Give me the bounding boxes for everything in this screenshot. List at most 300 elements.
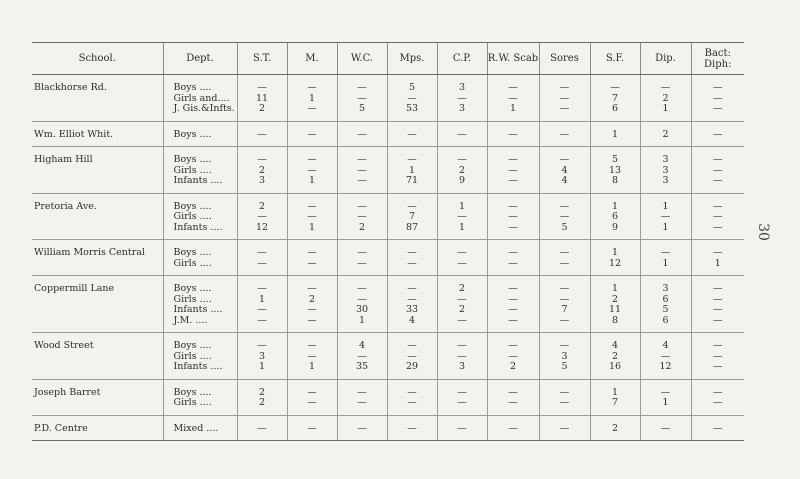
count-cell: 1 [590, 379, 640, 398]
header-dept: Dept. [163, 43, 237, 75]
school-name: Higham Hill [34, 154, 93, 165]
count-cell: — [387, 398, 437, 415]
count-cell: 11 [237, 94, 287, 105]
count-cell: — [237, 212, 287, 223]
dept-cell: Infants .... [163, 305, 237, 316]
count-cell: — [539, 398, 590, 415]
count-cell: 1 [640, 193, 691, 212]
table-row [32, 379, 744, 398]
count-cell: 6 [590, 212, 640, 223]
count-cell: — [287, 259, 337, 276]
count-cell: — [337, 121, 387, 147]
dept-cell: Boys .... [163, 276, 237, 295]
count-cell: — [691, 362, 744, 379]
count-cell: — [539, 240, 590, 259]
count-cell: 3 [437, 362, 487, 379]
school-name: Pretoria Ave. [34, 200, 97, 212]
table-row [32, 240, 744, 259]
dept-cell: Girls .... [163, 398, 237, 415]
count-cell: 1 [287, 176, 337, 193]
count-cell: — [539, 104, 590, 121]
count-cell: — [387, 379, 437, 398]
table-body [32, 75, 744, 441]
table-row [32, 362, 744, 379]
count-cell: — [237, 259, 287, 276]
count-cell: 4 [590, 333, 640, 352]
count-cell: 6 [640, 316, 691, 333]
count-cell: 1 [590, 193, 640, 212]
count-cell: 3 [237, 176, 287, 193]
count-cell: 8 [590, 176, 640, 193]
count-cell: — [640, 212, 691, 223]
count-cell: — [539, 259, 590, 276]
count-cell: 3 [539, 352, 590, 363]
header-sf: S.F. [590, 43, 640, 75]
count-cell: 2 [437, 166, 487, 177]
count-cell: — [287, 147, 337, 166]
count-cell: — [539, 75, 590, 94]
table-row [32, 94, 744, 105]
count-cell: — [487, 259, 539, 276]
school-name-empty [32, 295, 163, 306]
count-cell: — [387, 276, 437, 295]
count-cell: 53 [387, 104, 437, 121]
count-cell: — [691, 240, 744, 259]
count-cell: 4 [640, 333, 691, 352]
count-cell: 4 [337, 333, 387, 352]
school-name-empty [32, 352, 163, 363]
count-cell: 16 [590, 362, 640, 379]
count-cell: — [437, 398, 487, 415]
school-name: Coppermill Lane [34, 283, 115, 294]
count-cell: — [691, 333, 744, 352]
count-cell: 3 [640, 176, 691, 193]
count-cell: — [437, 352, 487, 363]
count-cell: — [539, 212, 590, 223]
header-st: S.T. [237, 43, 287, 75]
school-name: Wood Street [34, 340, 94, 351]
header-row [32, 43, 744, 75]
count-cell: — [287, 305, 337, 316]
count-cell: — [387, 259, 437, 276]
dept-cell: Infants .... [163, 176, 237, 193]
count-cell: — [640, 415, 691, 441]
table-row [32, 212, 744, 223]
count-cell: — [539, 415, 590, 441]
table-row [32, 223, 744, 240]
count-cell: — [691, 75, 744, 94]
dept-cell: Boys .... [163, 75, 237, 94]
header-dip: Dip. [640, 43, 691, 75]
count-cell: 2 [640, 121, 691, 147]
count-cell: — [287, 276, 337, 295]
dept-cell: Girls .... [163, 166, 237, 177]
count-cell: 2 [237, 104, 287, 121]
count-cell: — [487, 176, 539, 193]
count-cell: — [337, 295, 387, 306]
count-cell: — [487, 316, 539, 333]
count-cell: 5 [539, 362, 590, 379]
count-cell: — [287, 240, 337, 259]
count-cell: 2 [337, 223, 387, 240]
count-cell: — [337, 415, 387, 441]
count-cell: 1 [287, 94, 337, 105]
dept-cell: Girls and.... [163, 94, 237, 105]
count-cell: — [539, 333, 590, 352]
count-cell: — [337, 398, 387, 415]
count-cell: — [487, 166, 539, 177]
count-cell: — [691, 94, 744, 105]
count-cell: — [287, 75, 337, 94]
table-row [32, 398, 744, 415]
count-cell: 6 [590, 104, 640, 121]
count-cell: — [691, 295, 744, 306]
count-cell: — [691, 193, 744, 212]
count-cell: — [287, 333, 337, 352]
count-cell: — [237, 415, 287, 441]
count-cell: 2 [437, 276, 487, 295]
school-name: Joseph Barret [34, 386, 101, 398]
count-cell: 2 [237, 398, 287, 415]
dept-cell: J. Gis.&Infts. [163, 104, 237, 121]
count-cell: — [691, 121, 744, 147]
count-cell: — [487, 94, 539, 105]
count-cell: — [387, 415, 437, 441]
count-cell: — [691, 276, 744, 295]
count-cell: — [691, 147, 744, 166]
count-cell: — [437, 94, 487, 105]
count-cell: 1 [640, 104, 691, 121]
count-cell: — [539, 193, 590, 212]
table-row [32, 316, 744, 333]
count-cell: — [287, 398, 337, 415]
school-name-empty [32, 212, 163, 223]
count-cell: 8 [590, 316, 640, 333]
count-cell: — [640, 379, 691, 398]
count-cell: 1 [590, 240, 640, 259]
table-row [32, 75, 744, 94]
count-cell: 1 [487, 104, 539, 121]
count-cell: — [539, 94, 590, 105]
dept-cell: Girls .... [163, 259, 237, 276]
count-cell: 4 [539, 176, 590, 193]
table-row [32, 276, 744, 295]
count-cell: 9 [437, 176, 487, 193]
count-cell: 2 [287, 295, 337, 306]
dept-cell: Boys .... [163, 333, 237, 352]
count-cell: 3 [437, 75, 487, 94]
table-row [32, 415, 744, 441]
count-cell: 29 [387, 362, 437, 379]
count-cell: — [337, 166, 387, 177]
dept-cell: Infants .... [163, 223, 237, 240]
count-cell: 3 [640, 276, 691, 295]
count-cell: — [539, 121, 590, 147]
count-cell: — [387, 240, 437, 259]
count-cell: 1 [237, 295, 287, 306]
count-cell: — [590, 75, 640, 94]
count-cell: 2 [487, 362, 539, 379]
count-cell: — [337, 240, 387, 259]
count-cell: — [387, 147, 437, 166]
count-cell: 12 [590, 259, 640, 276]
count-cell: — [691, 379, 744, 398]
count-cell: — [437, 121, 487, 147]
count-cell: — [487, 75, 539, 94]
count-cell: 4 [387, 316, 437, 333]
count-cell: — [691, 104, 744, 121]
count-cell: — [487, 379, 539, 398]
school-name-empty [32, 166, 163, 177]
count-cell: — [237, 305, 287, 316]
count-cell: — [387, 94, 437, 105]
school-name-empty [32, 362, 163, 379]
count-cell: — [487, 223, 539, 240]
count-cell: — [237, 333, 287, 352]
table-row [32, 295, 744, 306]
count-cell: 11 [590, 305, 640, 316]
table-row [32, 147, 744, 166]
count-cell: 1 [691, 259, 744, 276]
count-cell: — [437, 147, 487, 166]
header-sores: Sores [539, 43, 590, 75]
dept-cell: Boys .... [163, 121, 237, 147]
school-name-empty [32, 316, 163, 333]
count-cell: — [691, 398, 744, 415]
count-cell: — [640, 240, 691, 259]
dept-cell: J.M. .... [163, 316, 237, 333]
count-cell: 2 [237, 193, 287, 212]
count-cell: 87 [387, 223, 437, 240]
header-mps: Mps. [387, 43, 437, 75]
count-cell: 2 [590, 415, 640, 441]
count-cell: 5 [640, 305, 691, 316]
count-cell: 1 [590, 276, 640, 295]
count-cell: — [487, 305, 539, 316]
count-cell: — [539, 276, 590, 295]
table-row [32, 305, 744, 316]
count-cell: 3 [237, 352, 287, 363]
count-cell: — [237, 240, 287, 259]
table-row [32, 121, 744, 147]
count-cell: — [337, 276, 387, 295]
count-cell: 1 [387, 166, 437, 177]
count-cell: — [237, 147, 287, 166]
count-cell: 1 [640, 259, 691, 276]
school-name-empty [32, 398, 163, 415]
count-cell: — [287, 212, 337, 223]
count-cell: 5 [387, 75, 437, 94]
header-m: M. [287, 43, 337, 75]
count-cell: — [487, 240, 539, 259]
count-cell: 1 [437, 223, 487, 240]
count-cell: 71 [387, 176, 437, 193]
count-cell: — [640, 352, 691, 363]
count-cell: — [287, 104, 337, 121]
school-name-empty [32, 305, 163, 316]
count-cell: — [387, 295, 437, 306]
count-cell: — [337, 352, 387, 363]
count-cell: 3 [640, 147, 691, 166]
count-cell: 2 [237, 379, 287, 398]
count-cell: — [487, 398, 539, 415]
dept-cell: Boys .... [163, 379, 237, 398]
dept-cell: Boys .... [163, 193, 237, 212]
count-cell: — [437, 415, 487, 441]
header-rw-scab: R.W. Scab [487, 43, 539, 75]
count-cell: 12 [237, 223, 287, 240]
count-cell: — [337, 75, 387, 94]
count-cell: — [487, 352, 539, 363]
count-cell: — [487, 147, 539, 166]
count-cell: 2 [590, 295, 640, 306]
count-cell: — [437, 259, 487, 276]
count-cell: — [287, 193, 337, 212]
count-cell: 2 [640, 94, 691, 105]
count-cell: — [237, 316, 287, 333]
table-row [32, 166, 744, 177]
table-row [32, 333, 744, 352]
school-name-empty [32, 223, 163, 240]
dept-cell: Mixed .... [163, 415, 237, 441]
count-cell: — [487, 212, 539, 223]
count-cell: — [387, 333, 437, 352]
count-cell: — [539, 316, 590, 333]
count-cell: 5 [539, 223, 590, 240]
count-cell: — [691, 415, 744, 441]
school-name: William Morris Central [34, 247, 145, 258]
count-cell: 5 [337, 104, 387, 121]
header-bact-diph: Bact: Diph: [691, 43, 744, 75]
count-cell: 1 [337, 316, 387, 333]
count-cell: 1 [590, 121, 640, 147]
count-cell: — [337, 379, 387, 398]
count-cell: — [337, 193, 387, 212]
count-cell: — [539, 379, 590, 398]
count-cell: — [487, 193, 539, 212]
count-cell: 3 [437, 104, 487, 121]
count-cell: — [237, 121, 287, 147]
count-cell: 12 [640, 362, 691, 379]
count-cell: — [337, 147, 387, 166]
count-cell: 7 [590, 398, 640, 415]
count-cell: — [337, 212, 387, 223]
count-cell: 7 [539, 305, 590, 316]
count-cell: 3 [640, 166, 691, 177]
count-cell: — [539, 147, 590, 166]
count-cell: — [437, 316, 487, 333]
table-row [32, 104, 744, 121]
page-number: 30 [754, 223, 771, 241]
count-cell: — [237, 276, 287, 295]
table-row [32, 352, 744, 363]
count-cell: — [487, 333, 539, 352]
count-cell: 1 [237, 362, 287, 379]
count-cell: 6 [640, 295, 691, 306]
dept-cell: Girls .... [163, 295, 237, 306]
school-name-empty [32, 104, 163, 121]
school-name: Wm. Elliot Whit. [32, 121, 163, 147]
count-cell: — [337, 259, 387, 276]
count-cell: — [691, 212, 744, 223]
count-cell: — [691, 316, 744, 333]
count-cell: — [437, 333, 487, 352]
dept-cell: Girls .... [163, 212, 237, 223]
disease-cases-table [32, 42, 744, 441]
count-cell: — [487, 276, 539, 295]
count-cell: — [237, 75, 287, 94]
count-cell: — [487, 121, 539, 147]
count-cell: 1 [287, 362, 337, 379]
count-cell: — [437, 240, 487, 259]
table-row [32, 176, 744, 193]
count-cell: — [337, 94, 387, 105]
count-cell: — [691, 305, 744, 316]
count-cell: — [287, 316, 337, 333]
count-cell: — [487, 295, 539, 306]
count-cell: 2 [237, 166, 287, 177]
count-cell: — [287, 166, 337, 177]
school-name-empty [32, 259, 163, 276]
count-cell: — [539, 295, 590, 306]
count-cell: — [287, 121, 337, 147]
count-cell: 35 [337, 362, 387, 379]
count-cell: — [337, 176, 387, 193]
school-name: Blackhorse Rd. [34, 82, 107, 93]
count-cell: 30 [337, 305, 387, 316]
count-cell: 5 [590, 147, 640, 166]
count-cell: 7 [387, 212, 437, 223]
count-cell: 1 [287, 223, 337, 240]
header-cp: C.P. [437, 43, 487, 75]
school-name: P.D. Centre [32, 415, 163, 441]
header-school: School. [32, 43, 163, 75]
count-cell: 2 [590, 352, 640, 363]
dept-cell: Boys .... [163, 240, 237, 259]
count-cell: — [437, 295, 487, 306]
count-cell: 13 [590, 166, 640, 177]
count-cell: — [287, 379, 337, 398]
table-row [32, 193, 744, 212]
school-name-empty [32, 176, 163, 193]
header-wc: W.C. [337, 43, 387, 75]
count-cell: — [287, 352, 337, 363]
count-cell: — [691, 223, 744, 240]
count-cell: — [487, 415, 539, 441]
count-cell: — [691, 166, 744, 177]
count-cell: — [437, 379, 487, 398]
count-cell: 4 [539, 166, 590, 177]
count-cell: 1 [640, 223, 691, 240]
count-cell: 2 [437, 305, 487, 316]
count-cell: — [691, 352, 744, 363]
school-name-empty [32, 94, 163, 105]
count-cell: 33 [387, 305, 437, 316]
count-cell: 1 [640, 398, 691, 415]
dept-cell: Boys .... [163, 147, 237, 166]
table-row [32, 259, 744, 276]
dept-cell: Infants .... [163, 362, 237, 379]
count-cell: — [387, 352, 437, 363]
count-cell: 9 [590, 223, 640, 240]
count-cell: — [437, 212, 487, 223]
dept-cell: Girls .... [163, 352, 237, 363]
count-cell: — [287, 415, 337, 441]
count-cell: — [387, 193, 437, 212]
count-cell: — [387, 121, 437, 147]
count-cell: 7 [590, 94, 640, 105]
count-cell: — [691, 176, 744, 193]
